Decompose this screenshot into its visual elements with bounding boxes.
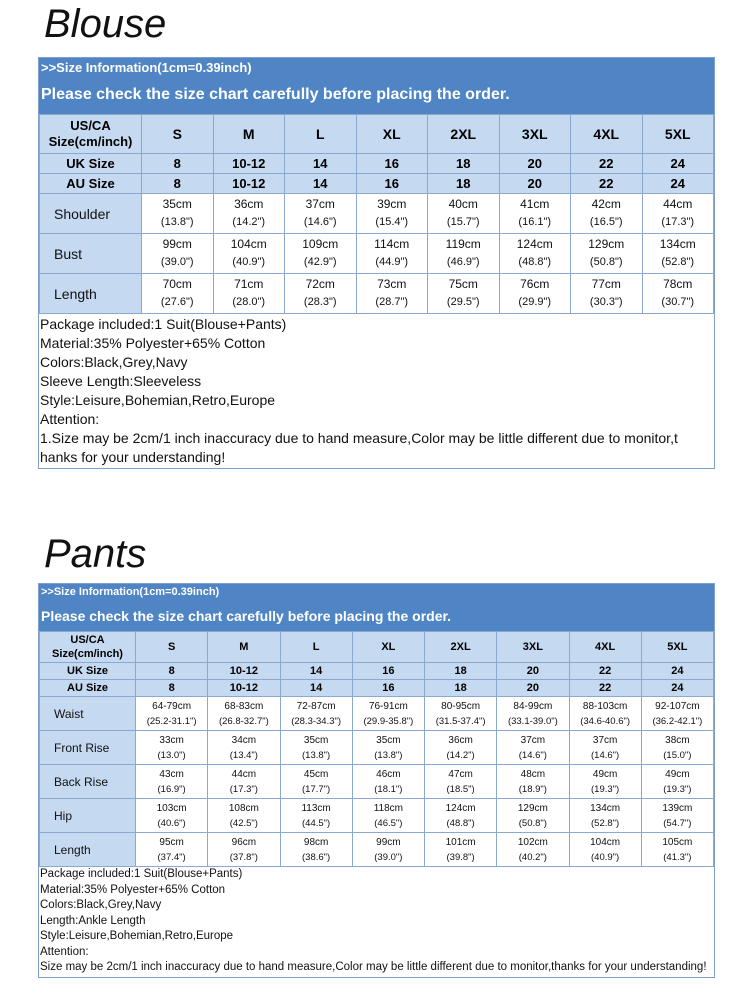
inch-value: (28.7") <box>375 296 409 308</box>
measurement-cell <box>428 274 500 314</box>
note-line: Package included:1 Suit(Blouse+Pants) <box>40 316 287 332</box>
inch-value: (15.0") <box>663 749 692 761</box>
measurement-cell <box>356 234 428 274</box>
inch-value: (13.0") <box>157 749 186 761</box>
measurement-row-waist <box>40 697 714 731</box>
inch-value: (42.9") <box>303 256 337 268</box>
inch-value: (39.0") <box>160 256 194 268</box>
cm-value: 46cm <box>376 768 401 780</box>
cm-value: 70cm <box>162 277 192 291</box>
au-size-cell: 14 <box>280 680 352 697</box>
inch-value: (16.9") <box>157 783 186 795</box>
inch-value: (41.3") <box>663 851 692 863</box>
cm-value: 102cm <box>517 836 548 848</box>
uk-size-cell: 10-12 <box>208 663 280 680</box>
measurement-cell <box>641 731 713 765</box>
size-info-heading: >>Size Information(1cm=0.39inch) <box>41 60 252 75</box>
inch-value: (48.8") <box>446 817 475 829</box>
cm-value: 105cm <box>662 836 693 848</box>
measurement-cell <box>497 833 569 867</box>
inch-value: (15.4") <box>375 216 409 228</box>
cm-value: 49cm <box>665 768 690 780</box>
inch-value: (39.8") <box>446 851 475 863</box>
inch-value: (29.9") <box>518 296 552 308</box>
uk-size-row <box>40 663 714 680</box>
inch-value: (52.8") <box>591 817 620 829</box>
cm-value: 96cm <box>231 836 257 848</box>
measurement-cell <box>352 731 424 765</box>
measurement-cell <box>136 799 208 833</box>
au-size-cell: 16 <box>356 174 428 194</box>
measurement-cell <box>208 799 280 833</box>
cm-value: 80-95cm <box>441 700 481 712</box>
cm-value: 40cm <box>448 197 478 211</box>
inch-value: (13.8") <box>374 749 403 761</box>
measurement-label: Length <box>40 274 142 314</box>
inch-value: (34.6-40.6") <box>580 715 631 727</box>
uk-size-cell: 14 <box>285 154 357 174</box>
product-notes <box>39 867 714 977</box>
note-line: Style:Leisure,Bohemian,Retro,Europe <box>40 930 234 942</box>
cm-value: 35cm <box>376 734 401 746</box>
inch-value: (14.6") <box>518 749 547 761</box>
cm-value: 114cm <box>374 237 410 251</box>
cm-value: 109cm <box>302 237 339 251</box>
cm-value: 118cm <box>373 802 404 814</box>
inch-value: (29.5") <box>446 296 480 308</box>
measurement-cell <box>280 697 352 731</box>
measurement-cell <box>285 194 357 234</box>
uk-size-cell: 20 <box>497 663 569 680</box>
cm-value: 38cm <box>665 734 690 746</box>
measurement-cell <box>356 194 428 234</box>
uk-size-cell: 8 <box>136 663 208 680</box>
inch-value: (19.3") <box>663 783 692 795</box>
inch-value: (27.6") <box>160 296 194 308</box>
uk-size-cell: 14 <box>280 663 352 680</box>
inch-value: (19.3") <box>591 783 620 795</box>
cm-value: 95cm <box>159 836 184 848</box>
au-size-cell: 20 <box>497 680 569 697</box>
measurement-cell <box>285 234 357 274</box>
au-size-label: AU Size <box>40 174 142 194</box>
cm-value: 48cm <box>520 768 546 780</box>
measurement-cell <box>571 194 643 234</box>
inch-value: (52.8") <box>661 256 695 268</box>
measurement-cell <box>569 799 641 833</box>
inch-value: (48.8") <box>518 256 552 268</box>
size-header-cell: L <box>285 115 357 154</box>
inch-value: (40.9") <box>232 256 266 268</box>
cm-value: 134cm <box>659 237 696 251</box>
size-header-cell: 5XL <box>641 632 713 663</box>
cm-value: 75cm <box>448 277 478 291</box>
uk-size-cell: 18 <box>425 663 497 680</box>
cm-value: 78cm <box>663 277 693 291</box>
size-table <box>39 631 714 867</box>
note-line: Colors:Black,Grey,Navy <box>40 899 162 911</box>
measurement-cell <box>142 194 214 234</box>
measurement-row-bust <box>40 234 714 274</box>
measurement-cell <box>352 833 424 867</box>
inch-value: (40.9") <box>591 851 620 863</box>
cm-value: 68-83cm <box>224 700 264 712</box>
cm-value: 45cm <box>303 768 329 780</box>
cm-value: 99cm <box>162 237 192 251</box>
cm-value: 124cm <box>516 237 553 251</box>
cm-value: 129cm <box>517 802 548 814</box>
uk-size-cell: 22 <box>571 154 643 174</box>
pants-size-chart <box>38 583 715 978</box>
cm-value: 104cm <box>590 836 621 848</box>
size-header-cell: S <box>136 632 208 663</box>
inch-value: (36.2-42.1") <box>652 715 703 727</box>
au-size-cell: 24 <box>641 680 713 697</box>
au-size-cell: 24 <box>642 174 714 194</box>
measurement-cell <box>356 274 428 314</box>
note-line: Package included:1 Suit(Blouse+Pants) <box>40 868 243 880</box>
inch-value: (30.7") <box>661 296 695 308</box>
cm-value: 49cm <box>592 768 618 780</box>
cm-value: 108cm <box>228 802 259 814</box>
inch-value: (44.5") <box>302 817 331 829</box>
cm-value: 73cm <box>377 277 407 291</box>
size-check-notice: Please check the size chart carefully before placing the order. <box>41 86 510 103</box>
measurement-cell <box>352 799 424 833</box>
measurement-cell <box>136 697 208 731</box>
inch-value: (17.3") <box>661 216 695 228</box>
measurement-cell <box>641 833 713 867</box>
measurement-cell <box>569 697 641 731</box>
cm-value: 99cm <box>376 836 401 848</box>
measurement-row-length <box>40 274 714 314</box>
uk-size-cell: 24 <box>641 663 713 680</box>
measurement-label: Length <box>40 833 136 867</box>
au-size-cell: 16 <box>352 680 424 697</box>
size-header-cell: M <box>213 115 285 154</box>
measurement-cell <box>642 274 714 314</box>
cm-value: 37cm <box>305 197 335 211</box>
inch-value: (28.0") <box>232 296 266 308</box>
blouse-size-chart <box>38 57 715 469</box>
size-header-cell: 5XL <box>642 115 714 154</box>
measurement-cell <box>428 194 500 234</box>
cm-value: 42cm <box>591 197 621 211</box>
measurement-cell <box>208 765 280 799</box>
inch-value: (16.1") <box>518 216 552 228</box>
inch-value: (50.8") <box>518 817 547 829</box>
au-size-cell: 18 <box>428 174 500 194</box>
measurement-cell <box>642 234 714 274</box>
cm-value: 134cm <box>590 802 621 814</box>
measurement-row-hip <box>40 799 714 833</box>
cm-value: 44cm <box>231 768 257 780</box>
measurement-row-front-rise <box>40 731 714 765</box>
inch-value: (13.4") <box>229 749 258 761</box>
au-size-cell: 10-12 <box>213 174 285 194</box>
inch-value: (17.7") <box>302 783 331 795</box>
measurement-cell <box>142 274 214 314</box>
measurement-label: Hip <box>40 799 136 833</box>
blouse-section-title: Blouse <box>44 2 167 46</box>
cm-value: 98cm <box>303 836 329 848</box>
measurement-cell <box>352 765 424 799</box>
cm-value: 119cm <box>445 237 481 251</box>
cm-value: 76-91cm <box>368 700 408 712</box>
inch-value: (25.2-31.1") <box>146 715 197 727</box>
au-size-label: AU Size <box>40 680 136 697</box>
note-line: Style:Leisure,Bohemian,Retro,Europe <box>40 392 276 408</box>
cm-value: 101cm <box>445 836 476 848</box>
measurement-row-length <box>40 833 714 867</box>
measurement-cell <box>208 697 280 731</box>
note-line: Attention: <box>40 411 100 427</box>
au-size-cell: 14 <box>285 174 357 194</box>
inch-value: (46.5") <box>374 817 403 829</box>
measurement-cell <box>571 274 643 314</box>
measurement-cell <box>571 234 643 274</box>
note-line: Material:35% Polyester+65% Cotton <box>40 883 226 896</box>
cm-value: 37cm <box>520 734 546 746</box>
measurement-cell <box>213 194 285 234</box>
inch-value: (14.6") <box>303 216 337 228</box>
au-size-cell: 22 <box>571 174 643 194</box>
size-header-cell: XL <box>356 115 428 154</box>
cm-value: 124cm <box>445 802 476 814</box>
size-header-label: US/CA Size(cm/inch) <box>40 115 142 154</box>
measurement-cell <box>425 731 497 765</box>
measurement-cell <box>428 234 500 274</box>
inch-value: (14.6") <box>591 749 620 761</box>
measurement-cell <box>499 194 571 234</box>
inch-value: (50.8") <box>589 256 623 268</box>
uk-size-cell: 18 <box>428 154 500 174</box>
cm-value: 35cm <box>162 197 192 211</box>
note-line: Length:Ankle Length <box>40 914 146 927</box>
au-size-cell: 10-12 <box>208 680 280 697</box>
measurement-cell <box>497 697 569 731</box>
measurement-cell <box>136 765 208 799</box>
cm-value: 129cm <box>588 237 625 251</box>
cm-value: 39cm <box>377 197 407 211</box>
inch-value: (14.2") <box>446 749 475 761</box>
size-header-cell: 4XL <box>571 115 643 154</box>
measurement-cell <box>208 731 280 765</box>
size-header-cell: XL <box>352 632 424 663</box>
uk-size-row <box>40 154 714 174</box>
uk-size-cell: 16 <box>352 663 424 680</box>
inch-value: (44.9") <box>375 256 409 268</box>
cm-value: 41cm <box>520 197 550 211</box>
measurement-cell <box>136 833 208 867</box>
measurement-cell <box>142 234 214 274</box>
inch-value: (18.9") <box>518 783 547 795</box>
uk-size-cell: 8 <box>142 154 214 174</box>
product-notes <box>39 314 714 468</box>
size-header-cell: 2XL <box>428 115 500 154</box>
cm-value: 36cm <box>448 734 473 746</box>
size-check-notice: Please check the size chart carefully before placing the order. <box>41 608 452 624</box>
inch-value: (15.7") <box>446 216 480 228</box>
measurement-cell <box>285 274 357 314</box>
measurement-label: Front Rise <box>40 731 136 765</box>
pants-section-title: Pants <box>44 532 147 576</box>
cm-value: 84-99cm <box>513 700 553 712</box>
measurement-row-shoulder <box>40 194 714 234</box>
measurement-cell <box>499 234 571 274</box>
size-header-cell: 3XL <box>497 632 569 663</box>
inch-value: (18.1") <box>374 783 403 795</box>
size-header-cell: L <box>280 632 352 663</box>
note-line: Sleeve Length:Sleeveless <box>40 373 202 389</box>
note-line: Colors:Black,Grey,Navy <box>40 354 188 370</box>
au-size-row <box>40 174 714 194</box>
cm-value: 103cm <box>156 802 187 814</box>
inch-value: (14.2") <box>232 216 266 228</box>
measurement-cell <box>497 799 569 833</box>
inch-value: (33.1-39.0") <box>507 715 558 727</box>
size-header-cell: 3XL <box>499 115 571 154</box>
measurement-cell <box>280 799 352 833</box>
uk-size-label: UK Size <box>40 154 142 174</box>
note-line: hanks for your understanding! <box>40 449 226 465</box>
cm-value: 76cm <box>520 277 550 291</box>
measurement-cell <box>641 697 713 731</box>
measurement-cell <box>641 799 713 833</box>
measurement-label: Back Rise <box>40 765 136 799</box>
measurement-label: Bust <box>40 234 142 274</box>
size-info-heading: >>Size Information(1cm=0.39inch) <box>41 586 220 598</box>
inch-value: (29.9-35.8") <box>363 715 414 727</box>
cm-value: 34cm <box>231 734 257 746</box>
size-header-cell: S <box>142 115 214 154</box>
us-size-row <box>40 115 714 154</box>
uk-size-cell: 16 <box>356 154 428 174</box>
size-table <box>39 114 714 314</box>
size-header-cell: M <box>208 632 280 663</box>
au-size-cell: 22 <box>569 680 641 697</box>
measurement-cell <box>136 731 208 765</box>
uk-size-label: UK Size <box>40 663 136 680</box>
measurement-label: Shoulder <box>40 194 142 234</box>
inch-value: (28.3") <box>303 296 337 308</box>
cm-value: 113cm <box>301 802 331 814</box>
measurement-cell <box>280 833 352 867</box>
measurement-row-back-rise <box>40 765 714 799</box>
measurement-cell <box>280 731 352 765</box>
inch-value: (54.7") <box>663 817 692 829</box>
cm-value: 44cm <box>663 197 693 211</box>
cm-value: 139cm <box>662 802 693 814</box>
size-header-cell: 2XL <box>425 632 497 663</box>
cm-value: 47cm <box>448 768 473 780</box>
size-info-banner <box>39 584 714 631</box>
us-size-row <box>40 632 714 663</box>
inch-value: (18.5") <box>446 783 475 795</box>
measurement-cell <box>280 765 352 799</box>
cm-value: 35cm <box>303 734 329 746</box>
au-size-row <box>40 680 714 697</box>
inch-value: (31.5-37.4") <box>435 715 486 727</box>
inch-value: (37.4") <box>157 851 186 863</box>
note-line: Material:35% Polyester+65% Cotton <box>40 335 266 351</box>
measurement-label: Waist <box>40 697 136 731</box>
measurement-cell <box>499 274 571 314</box>
uk-size-cell: 24 <box>642 154 714 174</box>
inch-value: (39.0") <box>374 851 403 863</box>
au-size-cell: 8 <box>136 680 208 697</box>
uk-size-cell: 10-12 <box>213 154 285 174</box>
inch-value: (38.6") <box>302 851 331 863</box>
measurement-cell <box>213 274 285 314</box>
cm-value: 71cm <box>234 277 264 291</box>
measurement-cell <box>425 799 497 833</box>
inch-value: (40.6") <box>157 817 186 829</box>
uk-size-cell: 20 <box>499 154 571 174</box>
cm-value: 37cm <box>592 734 618 746</box>
measurement-cell <box>497 731 569 765</box>
inch-value: (30.3") <box>589 296 623 308</box>
cm-value: 88-103cm <box>582 700 628 712</box>
size-info-banner <box>39 58 714 114</box>
cm-value: 72-87cm <box>296 700 336 712</box>
cm-value: 36cm <box>234 197 264 211</box>
cm-value: 43cm <box>159 768 184 780</box>
measurement-cell <box>425 833 497 867</box>
measurement-cell <box>569 765 641 799</box>
cm-value: 64-79cm <box>152 700 192 712</box>
measurement-cell <box>352 697 424 731</box>
cm-value: 77cm <box>591 277 621 291</box>
measurement-cell <box>569 833 641 867</box>
measurement-cell <box>497 765 569 799</box>
cm-value: 104cm <box>230 237 267 251</box>
measurement-cell <box>208 833 280 867</box>
size-header-cell: 4XL <box>569 632 641 663</box>
note-line: Size may be 2cm/1 inch inaccuracy due to hand measure,Color may be little different due to monitor,thanks for your understanding! <box>40 961 707 973</box>
au-size-cell: 8 <box>142 174 214 194</box>
inch-value: (26.8-32.7") <box>218 715 269 727</box>
inch-value: (28.3-34.3") <box>291 715 342 727</box>
inch-value: (40.2") <box>518 851 547 863</box>
inch-value: (46.9") <box>446 256 480 268</box>
inch-value: (13.8") <box>160 216 194 228</box>
inch-value: (13.8") <box>302 749 331 761</box>
measurement-cell <box>641 765 713 799</box>
cm-value: 72cm <box>305 277 335 291</box>
uk-size-cell: 22 <box>569 663 641 680</box>
measurement-cell <box>425 697 497 731</box>
inch-value: (37.8") <box>229 851 258 863</box>
au-size-cell: 20 <box>499 174 571 194</box>
measurement-cell <box>213 234 285 274</box>
measurement-cell <box>425 765 497 799</box>
inch-value: (16.5") <box>589 216 623 228</box>
note-line: 1.Size may be 2cm/1 inch inaccuracy due to hand measure,Color may be little different due to monitor,t <box>40 430 678 446</box>
size-header-label: US/CA Size(cm/inch) <box>40 632 136 663</box>
cm-value: 92-107cm <box>655 700 700 712</box>
cm-value: 33cm <box>159 734 184 746</box>
inch-value: (17.3") <box>229 783 258 795</box>
measurement-cell <box>642 194 714 234</box>
measurement-cell <box>569 731 641 765</box>
inch-value: (42.5") <box>229 817 258 829</box>
au-size-cell: 18 <box>425 680 497 697</box>
note-line: Attention: <box>40 945 89 958</box>
